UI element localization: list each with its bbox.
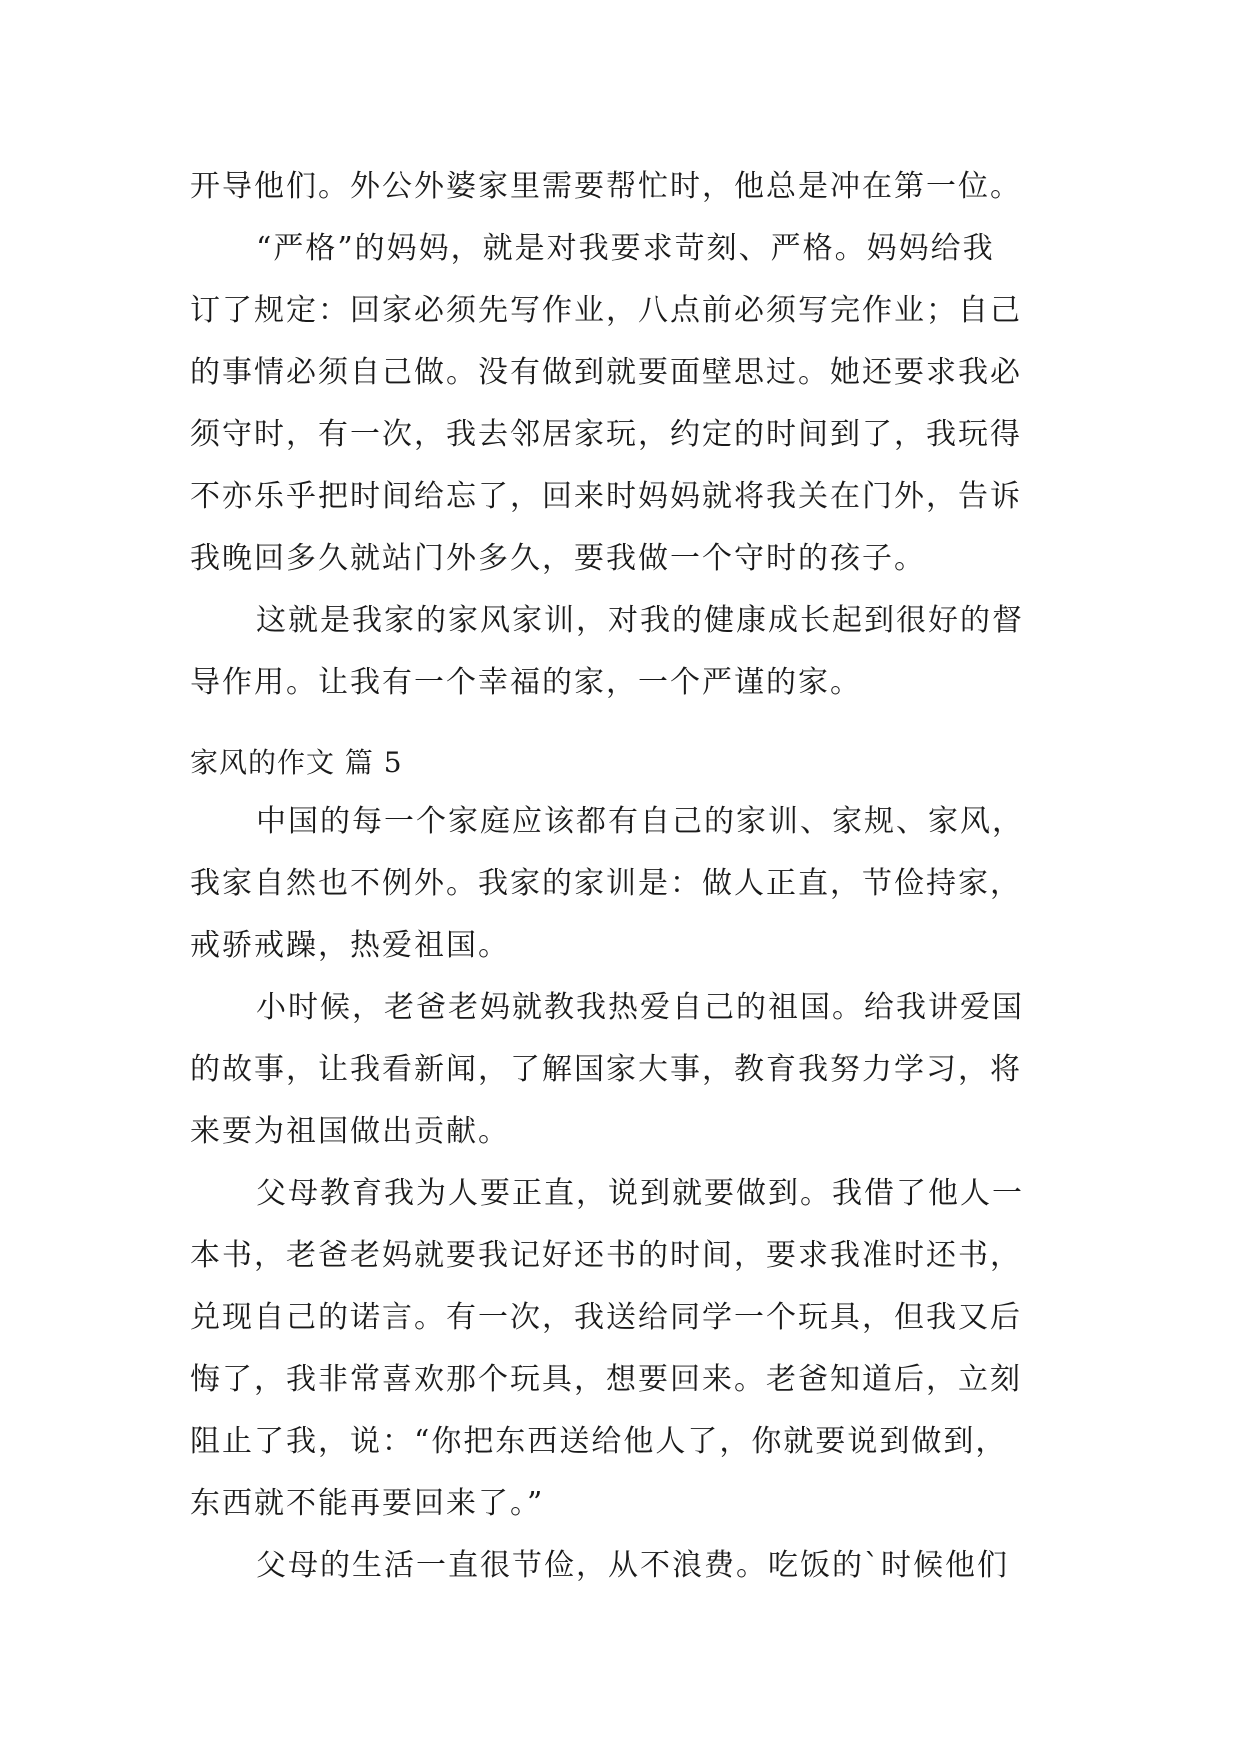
text-line: 来要为祖国做出贡献。 <box>190 1114 510 1149</box>
text-line: 不亦乐乎把时间给忘了，回来时妈妈就将我关在门外，告诉 <box>190 479 1022 514</box>
text-line: 本书，老爸老妈就要我记好还书的时间，要求我准时还书， <box>190 1238 1022 1273</box>
text-line: 订了规定：回家必须先写作业，八点前必须写完作业；自己 <box>190 293 1022 328</box>
text-line: 中国的每一个家庭应该都有自己的家训、家规、家风， <box>256 804 1024 839</box>
text-line: 我家自然也不例外。我家的家训是：做人正直，节俭持家， <box>190 866 1022 901</box>
section-heading-block <box>190 735 1070 791</box>
text-line: 悔了，我非常喜欢那个玩具，想要回来。老爸知道后，立刻 <box>190 1362 1022 1397</box>
text-line: 小时候，老爸老妈就教我热爱自己的祖国。给我讲爱国 <box>256 990 1024 1025</box>
text-block-top <box>190 156 1070 714</box>
section-title: 家风的作文 篇 5 <box>190 746 403 779</box>
text-line: 东西就不能再要回来了。” <box>190 1486 545 1521</box>
text-line: 父母教育我为人要正直，说到就要做到。我借了他人一 <box>256 1176 1024 1211</box>
text-line: 父母的生活一直很节俭，从不浪费。吃饭的`时候他们 <box>256 1548 1009 1583</box>
text-line: 这就是我家的家风家训，对我的健康成长起到很好的督 <box>256 603 1024 638</box>
text-line: 的事情必须自己做。没有做到就要面壁思过。她还要求我必 <box>190 355 1022 390</box>
text-line: 戒骄戒躁，热爱祖国。 <box>190 928 510 963</box>
text-line: 须守时，有一次，我去邻居家玩，约定的时间到了，我玩得 <box>190 417 1022 452</box>
text-line: 导作用。让我有一个幸福的家，一个严谨的家。 <box>190 665 862 700</box>
text-line: “严格”的妈妈，就是对我要求苛刻、严格。妈妈给我 <box>256 231 995 266</box>
text-line: 开导他们。外公外婆家里需要帮忙时，他总是冲在第一位。 <box>190 169 1022 204</box>
text-line: 的故事，让我看新闻，了解国家大事，教育我努力学习，将 <box>190 1052 1022 1087</box>
text-block-bottom <box>190 791 1070 1597</box>
text-line: 兑现自己的诺言。有一次，我送给同学一个玩具，但我又后 <box>190 1300 1022 1335</box>
text-line: 我晚回多久就站门外多久，要我做一个守时的孩子。 <box>190 541 926 576</box>
text-line: 阻止了我，说：“你把东西送给他人了，你就要说到做到， <box>190 1424 1008 1459</box>
